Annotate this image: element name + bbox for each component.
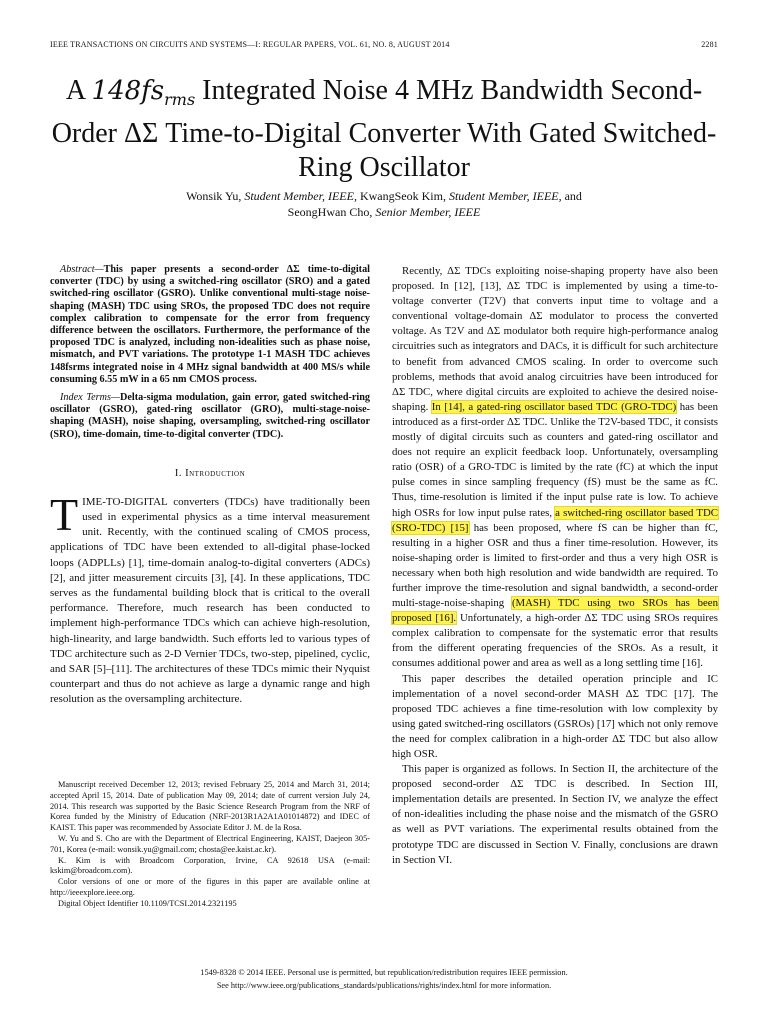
abstract-label: Abstract— <box>60 264 104 275</box>
footer-line-2: See http://www.ieee.org/publications_standards/publications/rights/index.html for more information. <box>216 981 552 990</box>
right-column <box>392 264 718 868</box>
index-terms <box>50 392 370 441</box>
footnote-affiliation-1: W. Yu and S. Cho are with the Department of Electrical Engineering, KAIST, Daejeon 305-701, Korea (e-mail: wonsik.yu@gmail.com; chosta@ee.kaist.ac.kr). <box>50 833 370 854</box>
author-3-name: SeongHwan Cho, <box>287 205 373 219</box>
text-segment: has been introduced as a first-order ΔΣ TDC. Unlike the T2V-based TDC, it consists mostly of digital circuits such as counters and gated-ring oscillator and does not require an explicit feedback loop. Unfortunately, oversampling ratio (OSR) of a GRO-TDC is limited by the rate (fC) at which the input pulse comes in since sampling frequency (fS) must be the same as fC. Thus, time-resolution is limited if the input pulse rate is low. To achieve high OSRs for low input pulse rates, <box>392 400 718 519</box>
running-header <box>50 40 718 49</box>
section-heading-introduction: I. Introduction <box>174 467 246 479</box>
index-terms-text: Delta-sigma modulation, gain error, gated switched-ring oscillator (GSRO), gated-ring oscillator (GRO), multi-stage-noise-shaping (MASH), noise shaping, oversampling, switched-ring oscillator (SRO), time-domain, time-to-digital converter (TDC). <box>50 392 370 440</box>
title-math-main: 148fs <box>91 76 165 106</box>
author-1-role: Student Member, IEEE, <box>244 189 357 203</box>
text-segment: Unfortunately, a high-order ΔΣ TDC using SROs requires complex calibration to compensate for the systematic error that results from the different operating frequencies of the SROs. As a result, it consumes additional power and area as well as a long settling time [16]. <box>392 612 719 670</box>
footnote-manuscript: Manuscript received December 12, 2013; revised February 25, 2014 and March 31, 2014; accepted April 15, 2014. Date of publication May 09, 2014; date of current version July 24, 2014. This research was supported by the Basic Science Research Program from the NRF of Korea funded by the Ministry of Education (NRF-2013R1A2A1A01014872) and IDEC of KAIST. This paper was recommended by Associate Editor J. M. de la Rosa. <box>50 780 370 833</box>
right-paragraph-2: This paper describes the detailed operation principle and IC implementation of a novel second-order MASH ΔΣ TDC [17]. The proposed TDC achieves a fine time-resolution with low complexity by using gated switched-ring oscillators (GSROs) [17] which not only remove the need for complex calibration in a high-order ΔΣ TDC but also allow high OSR. <box>392 672 718 760</box>
title-math <box>91 76 196 110</box>
abstract-text: This paper presents a second-order ΔΣ time-to-digital converter (TDC) by using a switched-ring oscillator (SRO) and a gated switched-ring oscillator (GSRO). Unlike conventional multi-stage noise-shaping (MASH) TDC using SROs, the proposed TDC does not require complex calibration to compensate for the error from frequency difference between the oscillators. Furthermore, the performance of the proposed TDC is analyzed, including non-idealities such as phase noise, mismatch, and PVT variations. The prototype 1-1 MASH TDC achieves 148fsrms integrated noise in 4 MHz signal bandwidth at 400 MS/s while consuming 6.55 mW in a 65 nm CMOS process. <box>50 264 370 385</box>
highlight-gro-tdc[interactable]: In [14], a gated-ring oscillator based TDC (GRO-TDC) <box>431 400 677 413</box>
footnote-doi: Digital Object Identifier 10.1109/TCSI.2014.2321195 <box>58 898 237 908</box>
intro-paragraph <box>50 488 370 708</box>
paper-title <box>40 74 728 185</box>
page-number: 2281 <box>701 40 718 49</box>
title-prefix: A <box>65 75 92 106</box>
index-terms-label: Index Terms— <box>60 392 121 404</box>
title-rest: Integrated Noise 4 MHz Bandwidth Second-Order ΔΣ Time-to-Digital Converter With Gated Switched-Ring Oscillator <box>51 75 717 184</box>
author-1-name: Wonsik Yu, <box>186 189 242 203</box>
right-paragraph-3: This paper is organized as follows. In Section II, the architecture of the proposed second-order ΔΣ TDC is described. In Section III, implementation details are presented. In Section IV, we analyze the effect of non-idealities including the phase noise and the mismatch of the GSRO as well as PVT variations. The experimental results obtained from the prototype TDC are discussed in Section V. Finally, conclusions are drawn in Section VI. <box>392 763 718 866</box>
text-segment: Recently, ΔΣ TDCs exploiting noise-shaping property have also been proposed. In [12], [13], ΔΣ TDC is implemented by using a time-to-voltage converter (T2V) that converts input time to voltage and a conventional voltage-domain ΔΣ modulator to process the converted voltage. As T2V and ΔΣ modulator both require high-performance analog circuitries such as integrators and DACs, it is difficult for such architecture to benefit from advanced CMOS scaling. In order to overcome such problems, methods that avoid analog circuitries have been introduced for ΔΣ TDC, where digital circuits are exploited to achieve the desired noise-shaping. <box>392 265 718 413</box>
footnote-affiliation-2: K. Kim is with Broadcom Corporation, Irvine, CA 92618 USA (e-mail: kskim@broadcom.com). <box>50 855 370 876</box>
left-column <box>50 264 370 708</box>
intro-first-word: IME-TO-DIGITAL <box>82 495 168 508</box>
author-and: and <box>564 189 582 203</box>
author-list <box>80 188 688 220</box>
footnote-color-versions: Color versions of one or more of the figures in this paper are available online at http://ieeexplore.ieee.org. <box>50 877 370 897</box>
author-2-name: KwangSeok Kim, <box>359 189 446 203</box>
footer-line-1: 1549-8328 © 2014 IEEE. Personal use is permitted, but republication/redistribution requires IEEE permission. <box>200 968 568 977</box>
author-3-role: Senior Member, IEEE <box>375 205 481 219</box>
copyright-footer <box>40 966 728 992</box>
text-segment: has been proposed, where fS can be higher than fC, resulting in a higher OSR and thus a finer time-resolution. However, its noise-shaping order is limited to first-order and thus a very high OSR is necessary when both high resolution and wide bandwidth are required. To further improve the time-resolution and signal bandwidth, a second-order multi-stage-noise-shaping <box>392 521 718 610</box>
title-math-sub: rms <box>164 90 196 110</box>
footnotes <box>50 780 370 910</box>
highlight-sro-tdc[interactable]: a switched-ring oscillator based TDC (SRO-TDC) [15] <box>392 506 718 534</box>
right-paragraph-1 <box>392 264 718 672</box>
abstract <box>50 264 370 386</box>
intro-text: converters (TDCs) have traditionally been used in experimental physics as a time interval measurement unit. Recently, with the continued scaling of CMOS process, applications of TDC have been extended to all-digital phase-locked loops (ADPLLs) [1], time-domain analog-to-digital converters (ADCs) [2], and jitter measurement circuits [3], [4]. In these applications, TDC serves as the fundamental building block that is critical to the overall performance. Therefore, much research has been conducted to implement high-performance TDCs which can achieve high-resolution, high-linearity, and large bandwidth. Such efforts led to various types of TDC architecture such as 2-D Vernier TDCs, two-step, pipelined, cyclic, and SAR [5]–[11]. The architectures of these TDCs mimic their Nyquist counterpart and thus do not achieve as large a dynamic range and high resolution as the oversampling architecture. <box>50 495 370 706</box>
author-2-role: Student Member, IEEE, <box>448 189 562 203</box>
journal-name: IEEE TRANSACTIONS ON CIRCUITS AND SYSTEMS—I: REGULAR PAPERS, VOL. 61, NO. 8, AUGUST 2014 <box>50 40 450 49</box>
highlight-mash-tdc[interactable]: (MASH) TDC using two SROs has been proposed [16]. <box>392 597 719 625</box>
drop-cap: T <box>50 488 79 540</box>
